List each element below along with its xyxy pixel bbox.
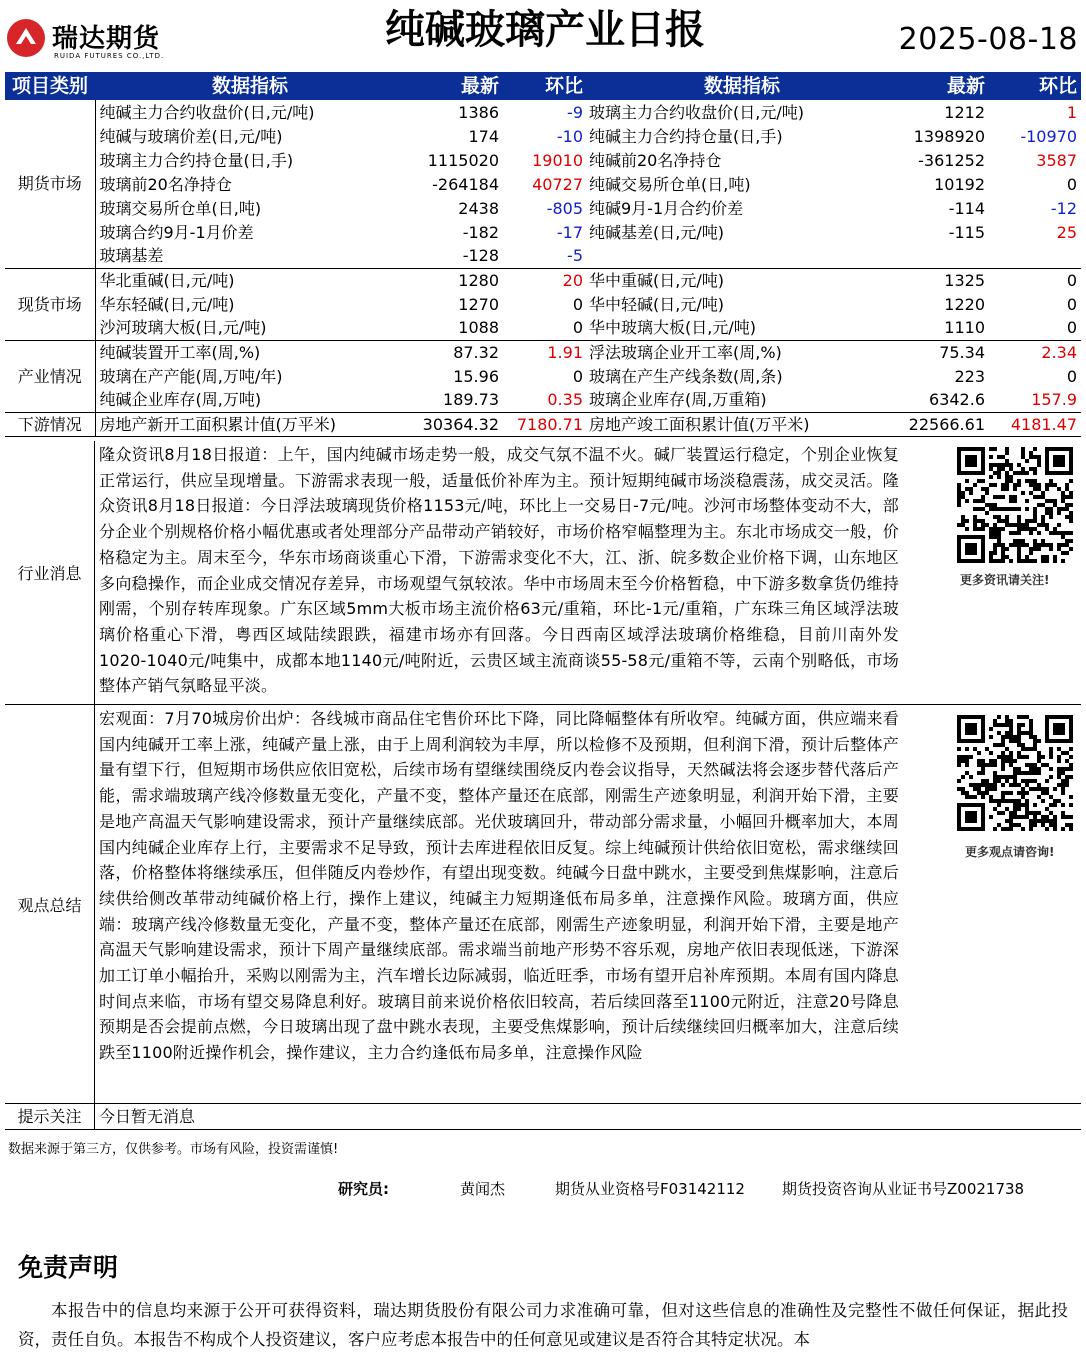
view-summary-section	[5, 705, 1081, 1104]
indicator-cell: 玻璃在产产能(周,万吨/年)	[99, 366, 283, 386]
latest-cell: 189.73	[443, 390, 499, 410]
change-cell: 0	[572, 318, 583, 338]
table-row	[5, 292, 1081, 316]
indicator-cell: 玻璃合约9月-1月价差	[99, 222, 254, 242]
indicator-cell: 浮法玻璃企业开工率(周,%)	[587, 340, 897, 364]
brand-name: 瑞达期货	[52, 24, 161, 54]
indicator-cell: 纯碱主力合约持仓量(日,手)	[589, 126, 783, 146]
industry-news-section	[5, 441, 1081, 705]
latest-cell: -114	[948, 198, 985, 218]
table-row	[5, 220, 1081, 244]
latest-cell: -128	[462, 246, 499, 266]
change-cell: 0	[1066, 294, 1077, 314]
consult-cert-number: 期货投资咨询从业证书号Z0021738	[782, 1180, 1025, 1198]
indicator-cell: 玻璃基差	[99, 246, 164, 266]
researcher-name: 黄闻杰	[460, 1180, 506, 1198]
change-cell: 0	[1066, 318, 1077, 338]
indicator-cell: 纯碱装置开工率(周,%)	[95, 340, 405, 364]
table-row	[5, 196, 1081, 220]
data-source-note: 数据来源于第三方，仅供参考。市场有风险，投资需谨慎!	[8, 1142, 339, 1157]
change-cell: -9	[567, 102, 583, 122]
change-cell: 1.91	[503, 340, 587, 364]
indicator-cell: 玻璃主力合约持仓量(日,手)	[99, 150, 294, 170]
tips-text: 今日暂无消息	[99, 1107, 196, 1126]
latest-cell: 15.96	[453, 366, 499, 386]
latest-cell: -264184	[432, 174, 499, 194]
indicator-cell: 华北重碱(日,元/吨)	[95, 268, 405, 292]
header-latest-right: 最新	[897, 72, 989, 100]
disclaimer-title: 免责声明	[18, 1253, 119, 1282]
change-cell: 0.35	[547, 390, 583, 410]
latest-cell: 174	[468, 126, 499, 146]
table-row	[5, 244, 1081, 268]
disclaimer-text: 本报告中的信息均来源于公开可获得资料，瑞达期货股份有限公司力求准确可靠，但对这些信息的准确性及完整性不做任何保证，据此投资，责任自负。本报告不构成个人投资建议，客户应考虑本报告中的任何意见或建议是否符合其特定状况。本	[18, 1301, 1068, 1349]
change-cell: 7180.71	[503, 412, 587, 436]
latest-cell: 87.32	[405, 340, 503, 364]
latest-cell: 10192	[934, 174, 985, 194]
latest-cell: -182	[462, 222, 499, 242]
tips-category: 提示关注	[5, 1104, 95, 1129]
indicator-cell: 玻璃企业库存(周,万重箱)	[589, 390, 767, 410]
latest-cell: 1270	[458, 294, 499, 314]
latest-cell: 223	[954, 366, 985, 386]
latest-cell: 6342.6	[929, 390, 985, 410]
report-date: 2025-08-18	[898, 22, 1078, 57]
indicator-cell: 纯碱交易所仓单(日,吨)	[589, 174, 751, 194]
indicator-cell: 纯碱9月-1月合约价差	[589, 198, 744, 218]
latest-cell	[897, 244, 989, 268]
table-header-row	[5, 72, 1081, 100]
change-cell: 0	[989, 268, 1081, 292]
change-cell	[989, 244, 1081, 268]
latest-cell: 2438	[458, 198, 499, 218]
table-row	[5, 124, 1081, 148]
table-row	[5, 388, 1081, 412]
news-category: 行业消息	[5, 441, 95, 704]
change-cell: 157.9	[1031, 390, 1077, 410]
indicator-cell: 华中玻璃大板(日,元/吨)	[589, 318, 756, 338]
report-title: 纯碱玻璃产业日报	[385, 7, 705, 53]
latest-cell: 1280	[405, 268, 503, 292]
indicator-cell: 房地产竣工面积累计值(万平米)	[587, 412, 897, 436]
indicator-cell	[587, 244, 897, 268]
data-table	[5, 72, 1081, 437]
table-row	[5, 148, 1081, 172]
change-cell: 0	[1066, 366, 1077, 386]
view-text: 宏观面：7月70城房价出炉：各线城市商品住宅售价环比下降，同比降幅整体有所收窄。纯碱方面，供应端来看国内纯碱开工率上涨，纯碱产量上涨，由于上周利润较为丰厚，所以检修不及预期，但利润下滑，预计后整体产量有望下行，但短期市场供应依旧宽松，后续市场有望继续围绕反内卷会议指导，天然碱法将会逐步替代落后产能，需求端玻璃产线冷修数量无变化，产量不变，整体产量还在底部，刚需生产迹象明显，利润开始下滑，主要是地产高温天气影响建设需求，预计产量继续底部。光伏玻璃回升，带动部分需求量，小幅回升概率加大，本周国内纯碱企业库存上行，主要需求不足导致，预计去库进程依旧反复。综上纯碱预计供给依旧宽松，需求继续回落，价格整体将继续承压，但伴随反内卷炒作，有望出现变数。纯碱今日盘中跳水，主要受到焦煤影响，注意后续供给侧改革带动纯碱价格上行，操作上建议，纯碱主力短期逢低布局多单，注意操作风险。玻璃方面，供应端：玻璃产线冷修数量无变化，产量不变，整体产量还在底部，刚需生产迹象明显，利润开始下滑，主要是地产高温天气影响建设需求，预计下周产量继续底部。需求端当前地产形势不容乐观，房地产依旧表现低迷，下游深加工订单小幅抬升，采购以刚需为主，汽车增长边际减弱，临近旺季，市场有望开启补库预期。本周有国内降息时间点来临，市场有望交易降息利好。玻璃目前来说价格依旧较高，若后续回落至1100元附近，注意20号降息预期是否会提前点燃，今日玻璃出现了盘中跳水表现，主要受焦煤影响，预计后续继续回归概率加大，注意后续跌至1100附近操作机会，操作建议，主力合约逢低布局多单，注意操作风险	[99, 709, 899, 1063]
indicator-cell: 纯碱前20名净持仓	[589, 150, 722, 170]
latest-cell: 1325	[897, 268, 989, 292]
category-cell: 期货市场	[5, 100, 95, 268]
header-latest-left: 最新	[405, 72, 503, 100]
latest-cell: 30364.32	[405, 412, 503, 436]
view-category: 观点总结	[5, 705, 95, 1103]
indicator-cell: 华东轻碱(日,元/吨)	[99, 294, 235, 314]
change-cell: 3587	[1036, 150, 1077, 170]
qr-code-icon[interactable]	[957, 447, 1073, 563]
report-header	[0, 0, 1086, 72]
change-cell: 40727	[532, 174, 583, 194]
indicator-cell: 纯碱企业库存(周,万吨)	[99, 390, 262, 410]
change-cell: -10970	[1020, 126, 1077, 146]
latest-cell: 22566.61	[897, 412, 989, 436]
latest-cell: 1398920	[913, 126, 985, 146]
indicator-cell: 沙河玻璃大板(日,元/吨)	[99, 318, 267, 338]
researcher-label: 研究员:	[338, 1180, 389, 1198]
news-text: 隆众资讯8月18日报道：上午，国内纯碱市场走势一般，成交气氛不温不火。碱厂装置运行稳定，个别企业恢复正常运行，供应呈现增量。下游需求表现一般，适量低价补库为主。预计短期纯碱市场淡稳震荡，成交灵活。隆众资讯8月18日报道：今日浮法玻璃现货价格1153元/吨，环比上一交易日-7元/吨。沙河市场整体变动不大，部分企业个别规格价格小幅优惠或者处理部分产品带动产销较好，市场价格窄幅整理为主。东北市场成交一般，价格稳定为主。周末至今，华东市场商谈重心下滑，下游需求变化不大，江、浙、皖多数企业价格下调，山东地区多向稳操作，而企业成交情况存差异，市场观望气氛较浓。华中市场周末至今价格暂稳，中下游多数拿货仍维持刚需，个别存转库现象。广东区域5mm大板市场主流价格63元/重箱，环比-1元/重箱，广东珠三角区域浮法玻璃价格重心下滑，粤西区域陆续跟跌，福建市场亦有回落。今日西南区域浮法玻璃价格维稳，目前川南外发1020-1040元/吨集中，成都本地1140元/吨附近，云贵区域主流商谈55-58元/重箱不等，云南个别略低，市场整体产销气氛略显平淡。	[99, 445, 899, 696]
table-row	[5, 340, 1081, 364]
table-row	[5, 412, 1081, 436]
indicator-cell: 纯碱与玻璃价差(日,元/吨)	[99, 126, 283, 146]
header-change-right: 环比	[989, 72, 1081, 100]
indicator-cell: 玻璃前20名净持仓	[99, 174, 232, 194]
latest-cell: 75.34	[897, 340, 989, 364]
brand-name-en: RUIDA FUTURES CO.,LTD.	[54, 52, 165, 60]
latest-cell: 1386	[458, 102, 499, 122]
indicator-cell: 玻璃交易所仓单(日,吨)	[99, 198, 262, 218]
latest-cell: 1220	[944, 294, 985, 314]
tips-section	[5, 1104, 1081, 1130]
qr-caption: 更多观点请咨询!	[965, 845, 1055, 859]
change-cell: -805	[546, 198, 583, 218]
change-cell: -10	[556, 126, 583, 146]
latest-cell: -115	[948, 222, 985, 242]
change-cell: -5	[567, 246, 583, 266]
indicator-cell: 纯碱主力合约收盘价(日,元/吨)	[99, 102, 315, 122]
change-cell: 25	[1056, 222, 1077, 242]
header-category: 项目类别	[5, 72, 95, 100]
table-row	[5, 268, 1081, 292]
category-cell: 产业情况	[5, 340, 95, 412]
indicator-cell: 纯碱基差(日,元/吨)	[589, 222, 724, 242]
table-row	[5, 100, 1081, 124]
change-cell: 0	[572, 366, 583, 386]
qr-caption: 更多资讯请关注!	[960, 573, 1050, 587]
change-cell: 0	[572, 294, 583, 314]
change-cell: 0	[1066, 174, 1077, 194]
change-cell: 2.34	[989, 340, 1081, 364]
change-cell: 1	[1066, 102, 1077, 122]
ruida-logo-icon	[6, 18, 46, 58]
table-row	[5, 316, 1081, 340]
latest-cell: 1088	[458, 318, 499, 338]
latest-cell: 1115020	[427, 150, 499, 170]
header-indicator-left: 数据指标	[95, 72, 405, 100]
category-cell: 下游情况	[5, 412, 95, 436]
indicator-cell: 玻璃在产生产线条数(周,条)	[589, 366, 783, 386]
category-cell: 现货市场	[5, 268, 95, 340]
table-row	[5, 364, 1081, 388]
qr-code-icon[interactable]	[957, 715, 1073, 831]
latest-cell: 1212	[944, 102, 985, 122]
indicator-cell: 房地产新开工面积累计值(万平米)	[95, 412, 405, 436]
header-change-left: 环比	[503, 72, 587, 100]
indicator-cell: 玻璃主力合约收盘价(日,元/吨)	[589, 102, 804, 122]
indicator-cell: 华中重碱(日,元/吨)	[587, 268, 897, 292]
change-cell: -12	[1050, 198, 1077, 218]
change-cell: 19010	[532, 150, 583, 170]
change-cell: 20	[503, 268, 587, 292]
header-indicator-right: 数据指标	[587, 72, 897, 100]
qualification-number: 期货从业资格号F03142112	[555, 1180, 745, 1198]
change-cell: 4181.47	[989, 412, 1081, 436]
latest-cell: 1110	[944, 318, 985, 338]
latest-cell: -361252	[918, 150, 985, 170]
indicator-cell: 华中轻碱(日,元/吨)	[589, 294, 724, 314]
table-row	[5, 172, 1081, 196]
change-cell: -17	[556, 222, 583, 242]
